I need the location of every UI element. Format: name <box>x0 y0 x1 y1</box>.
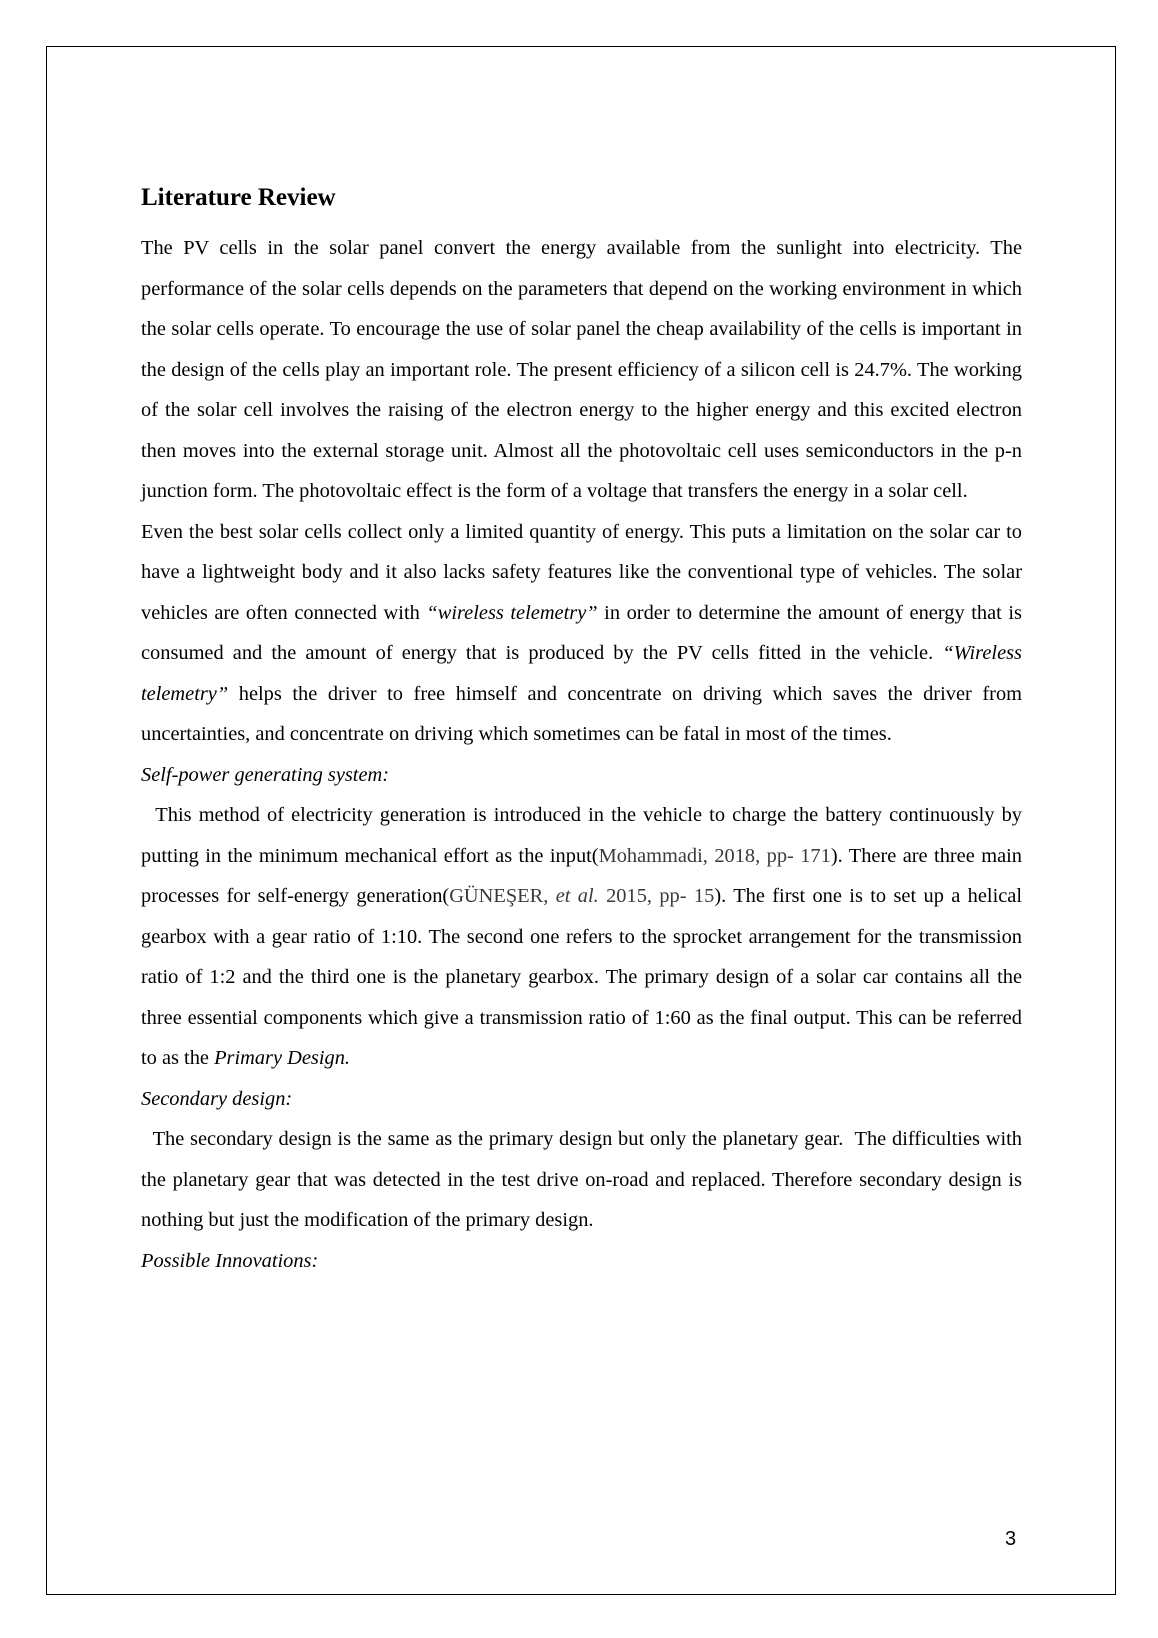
subheading-possible-innovations: Possible Innovations: <box>141 1249 319 1272</box>
p3-text-a: This method of electricity generation is introduced in the vehicle to charge the battery continuously by putting in the minimum mechanical effort as the input( <box>141 804 1028 867</box>
citation-guneser-author: GÜNEŞER, <box>449 885 556 907</box>
term-wireless-telemetry-2: “Wireless telemetry” <box>141 642 1022 705</box>
subheading-self-power: Self-power generating system: <box>141 763 390 786</box>
document-body <box>141 178 1028 1281</box>
paragraph-wireless-telemetry <box>141 512 1022 755</box>
term-primary-design: Primary Design. <box>214 1047 350 1069</box>
p2-text-b: in order to determine the amount of energy that is consumed and the amount of energy that is produced by the PV cells fitted in the vehicle. <box>141 601 1022 664</box>
citation-guneser-rest: 2015, pp- 15 <box>598 885 715 907</box>
subheading-secondary-design: Secondary design: <box>141 1087 293 1110</box>
p2-text-c: helps the driver to free himself and concentrate on driving which saves the driver from uncertainties, and concentrate on driving which sometimes can be fatal in most of the times. <box>141 682 1022 745</box>
page-number: 3 <box>1005 1528 1017 1550</box>
paragraph-secondary-design: The secondary design is the same as the primary design but only the planetary gear. The difficulties with the planetary gear that was detected in the test drive on-road and replaced. Therefore secondary design is nothing but just the modification of the primary design. <box>141 1128 1028 1231</box>
p2-text-a: Even the best solar cells collect only a limited quantity of energy. This puts a limitation on the solar car to have a lightweight body and it also lacks safety features like the conventional type of vehicles. The solar vehicles are often connected with <box>141 520 1022 624</box>
term-wireless-telemetry: “wireless telemetry” <box>426 601 598 624</box>
p3-text-c: ). The first one is to set up a helical gearbox with a gear ratio of 1:10. The second one refers to the sprocket arrangement for the transmission ratio of 1:2 and the third one is the planetary gearbox. The primary design of a solar car contains all the three essential components which give a transmission ratio of 1:60 as the final output. This can be referred to as the <box>141 885 1028 1069</box>
p3-text-b: ). There are three main processes for self-energy generation( <box>141 844 1028 907</box>
citation-mohammadi: Mohammadi, 2018, pp- 171 <box>598 844 831 867</box>
section-heading: Literature Review <box>141 184 336 211</box>
paragraph-self-power <box>141 795 1028 1079</box>
citation-guneser-etal: et al. <box>555 885 599 907</box>
paragraph-pv-cells: The PV cells in the solar panel convert the energy available from the sunlight into electricity. The performance of the solar cells depends on the parameters that depend on the working environment in which the solar cells operate. To encourage the use of solar panel the cheap availability of the cells is important in the design of the cells play an important role. The present efficiency of a silicon cell is 24.7%. The working of the solar cell involves the raising of the electron energy to the higher energy and this excited electron then moves into the external storage unit. Almost all the photovoltaic cell uses semiconductors in the p-n junction form. The photovoltaic effect is the form of a voltage that transfers the energy in a solar cell. <box>141 237 1022 502</box>
